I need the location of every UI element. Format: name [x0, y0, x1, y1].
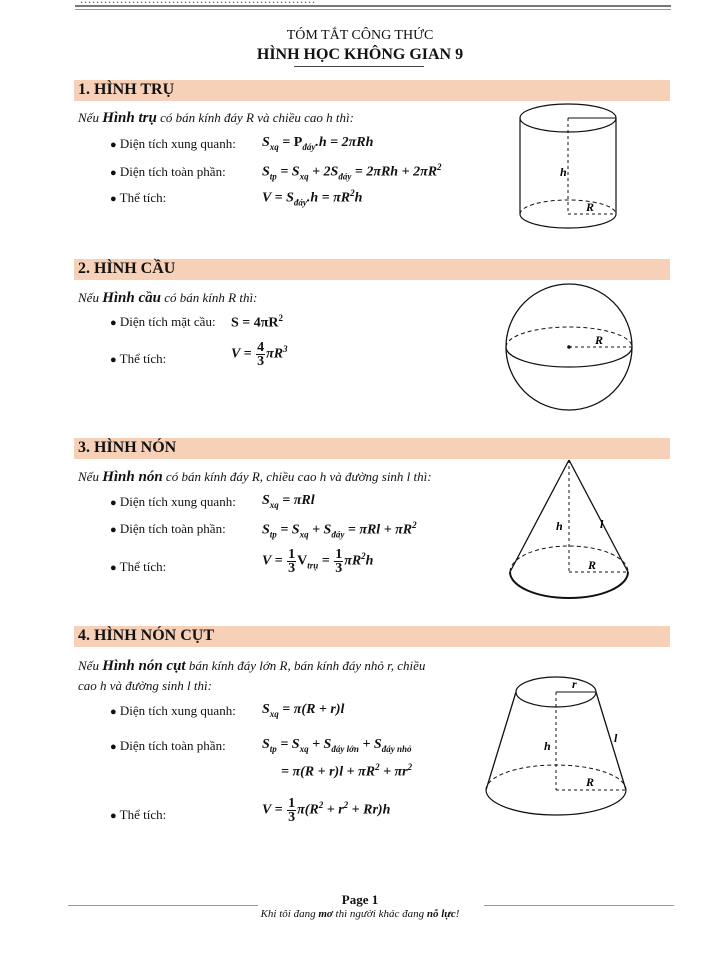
formula: $S_{xq} = \pi Rl$ — [262, 493, 315, 510]
bullet-icon: ● — [110, 524, 117, 536]
svg-text:l: l — [600, 517, 604, 531]
list-item: ● Diện tích xung quanh: — [110, 494, 236, 509]
page-number: Page 1 — [341, 892, 379, 907]
footer-rule-left — [68, 905, 258, 906]
page-subtitle: TÓM TẮT CÔNG THỨC — [286, 28, 434, 43]
formula: $S = 4\pi R^2$ — [231, 313, 284, 331]
formula: $V = S_{đáy}.h = \pi R^2h$ — [262, 188, 363, 208]
bullet-icon: ● — [110, 810, 117, 822]
bullet-icon: ● — [110, 562, 117, 574]
formula: $S_{tp} = S_{xq} + 2S_{đáy} = 2\pi Rh + 2\pi R^2$ — [262, 162, 442, 182]
list-item: ● Diện tích toàn phần: — [110, 164, 226, 179]
bullet-icon: ● — [110, 706, 117, 718]
cone-figure — [508, 458, 638, 608]
section-intro: Nếu Hình nón có bán kính đáy R, chiều cao h và đường sinh l thì: — [78, 469, 432, 485]
formula: V = $\frac{4}{3}$ $\pi R^3$ — [231, 340, 288, 369]
cylinder-figure — [520, 96, 630, 246]
section-heading-frustum: 4. HÌNH NÓN CỤT — [74, 626, 670, 647]
section-intro: Nếu Hình trụ có bán kính đáy R và chiều cao h thì: — [78, 110, 354, 126]
bullet-icon: ● — [110, 139, 117, 151]
formula: V = $\frac{1}{3}$ $\pi(R^2 + r^2 + Rr)h$ — [262, 796, 391, 825]
footer-rule-right — [484, 905, 674, 906]
svg-text:l: l — [614, 731, 618, 745]
list-item: ● Thể tích: — [110, 559, 167, 574]
section-heading-cylinder: 1. HÌNH TRỤ — [74, 80, 670, 101]
formula: = $\pi(R + r)l + \pi R^2 + \pi r^2$ — [281, 762, 413, 780]
bullet-icon: ● — [110, 193, 117, 205]
formula: $S_{xq} = P_{đáy}.h = 2\pi Rh$ — [262, 135, 374, 152]
svg-text:h: h — [556, 519, 563, 533]
section-heading-sphere: 2. HÌNH CẦU — [74, 259, 670, 280]
svg-text:R: R — [586, 200, 595, 214]
top-rule — [75, 5, 671, 7]
list-item: ● Thể tích: — [110, 807, 167, 822]
footer-slogan: Khi tôi đang mơ thì người khác đang nỗ lực! — [260, 908, 460, 920]
svg-text:h: h — [560, 165, 567, 179]
list-item: ● Diện tích xung quanh: — [110, 136, 236, 151]
svg-text:R: R — [588, 558, 597, 572]
bullet-icon: ● — [110, 354, 117, 366]
formula: $S_{tp} = S_{xq} + S_{đáy lớn} + S_{đáy nhỏ}$ — [262, 737, 412, 754]
frustum-figure — [484, 670, 634, 840]
bullet-icon: ● — [110, 167, 117, 179]
list-item: ● Diện tích toàn phần: — [110, 738, 226, 753]
list-item: ● Thể tích: — [110, 190, 167, 205]
page-title: HÌNH HỌC KHÔNG GIAN 9 — [256, 46, 464, 63]
list-item: ● Thể tích: — [110, 351, 167, 366]
formula: $S_{xq} = \pi(R + r)l$ — [262, 702, 345, 719]
sphere-figure — [505, 283, 635, 413]
section-heading-cone: 3. HÌNH NÓN — [74, 438, 670, 459]
bullet-icon: ● — [110, 741, 117, 753]
section-intro: Nếu Hình nón cụt bán kính đáy lớn R, bán kính đáy nhỏ r, chiều cao h và đường sinh l thì: — [78, 658, 426, 693]
list-item: ● Diện tích mặt cầu: — [110, 314, 216, 329]
formula: $S_{tp} = S_{xq} + S_{đáy} = \pi Rl + \pi R^2$ — [262, 520, 417, 540]
title-underline — [294, 66, 424, 67]
svg-text:R: R — [595, 333, 604, 347]
svg-text:r: r — [572, 677, 577, 691]
list-item: ● Diện tích toàn phần: — [110, 521, 226, 536]
bullet-icon: ● — [110, 497, 117, 509]
svg-text:h: h — [544, 739, 551, 753]
list-item: ● Diện tích xung quanh: — [110, 703, 236, 718]
top-rule-thin — [75, 9, 671, 10]
bullet-icon: ● — [110, 317, 117, 329]
formula: V = $\frac{1}{3}$ $V_{trụ}$ = $\frac{1}{3}$ $\pi R^2h$ — [262, 547, 374, 576]
svg-text:R: R — [586, 775, 595, 789]
section-intro: Nếu Hình cầu có bán kính R thì: — [78, 290, 258, 306]
